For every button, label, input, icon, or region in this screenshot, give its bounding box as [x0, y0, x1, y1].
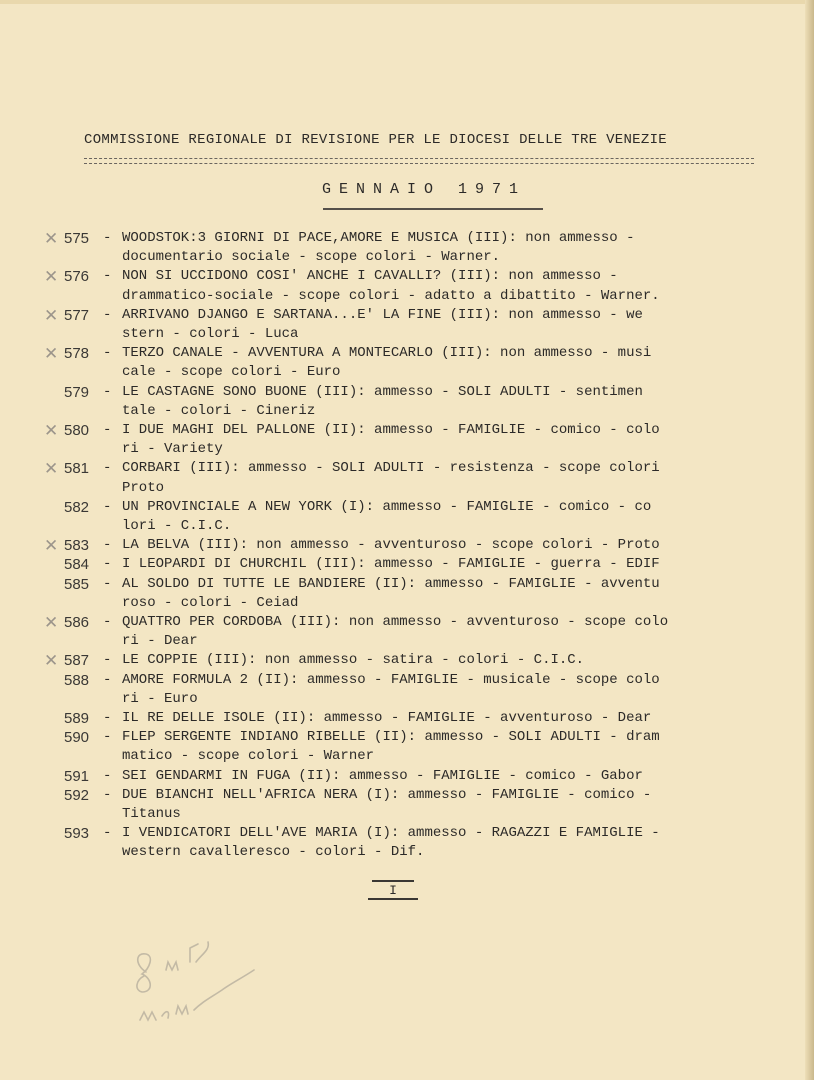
- entry-title-line: ARRIVANO DJANGO E SARTANA...E' LA FINE (III): non ammesso - we: [122, 307, 643, 323]
- entry-dash: -: [103, 825, 112, 841]
- entry-dash: -: [103, 307, 112, 323]
- pencil-x-mark-icon: ✕: [44, 421, 59, 440]
- entry-continuation-line: drammatico-sociale - scope colori - adatto a dibattito - Warner.: [122, 288, 660, 304]
- entry-dash: -: [103, 576, 112, 592]
- entry-continuation-line: roso - colori - Ceiad: [122, 595, 299, 611]
- entry-continuation-line: ri - Euro: [122, 691, 198, 707]
- entry-number: 583: [64, 537, 90, 554]
- entry-number: 587: [64, 652, 90, 669]
- paper-top-edge: [0, 0, 814, 4]
- entry-title-line: SEI GENDARMI IN FUGA (II): ammesso - FAMIGLIE - comico - Gabor: [122, 768, 643, 784]
- pencil-x-mark-icon: ✕: [44, 344, 59, 363]
- page-footer-mark: [368, 880, 418, 900]
- entry-number: 577: [64, 307, 90, 324]
- entry-title-line: IL RE DELLE ISOLE (II): ammesso - FAMIGLIE - avventuroso - Dear: [122, 710, 652, 726]
- entry-dash: -: [103, 345, 112, 361]
- paper-right-edge: [805, 0, 814, 1080]
- pencil-x-mark-icon: ✕: [44, 459, 59, 478]
- entry-number: 576: [64, 268, 90, 285]
- entry-dash: -: [103, 230, 112, 246]
- pencil-x-mark-icon: ✕: [44, 651, 59, 670]
- entry-dash: -: [103, 422, 112, 438]
- entry-number: 589: [64, 710, 90, 727]
- entry-dash: -: [103, 384, 112, 400]
- footer-page-number: I: [389, 883, 397, 898]
- entry-title-line: WOODSTOK:3 GIORNI DI PACE,AMORE E MUSICA (III): non ammesso -: [122, 230, 635, 246]
- entry-title-line: I VENDICATORI DELL'AVE MARIA (I): ammesso - RAGAZZI E FAMIGLIE -: [122, 825, 660, 841]
- pencil-x-mark-icon: ✕: [44, 306, 59, 325]
- entry-title-line: DUE BIANCHI NELL'AFRICA NERA (I): ammesso - FAMIGLIE - comico -: [122, 787, 652, 803]
- entry-continuation-line: stern - colori - Luca: [122, 326, 299, 342]
- entry-title-line: AL SOLDO DI TUTTE LE BANDIERE (II): ammesso - FAMIGLIE - avventu: [122, 576, 660, 592]
- entry-number: 582: [64, 499, 90, 516]
- entry-title-line: I LEOPARDI DI CHURCHIL (III): ammesso - FAMIGLIE - guerra - EDIF: [122, 556, 660, 572]
- entry-number: 575: [64, 230, 90, 247]
- entry-title-line: UN PROVINCIALE A NEW YORK (I): ammesso - FAMIGLIE - comico - co: [122, 499, 652, 515]
- entry-continuation-line: Titanus: [122, 806, 181, 822]
- entry-dash: -: [103, 499, 112, 515]
- entry-title-line: AMORE FORMULA 2 (II): ammesso - FAMIGLIE - musicale - scope colo: [122, 672, 660, 688]
- entry-number: 590: [64, 729, 90, 746]
- month-underline: [323, 208, 543, 210]
- entry-dash: -: [103, 460, 112, 476]
- entry-number: 581: [64, 460, 90, 477]
- entry-title-line: TERZO CANALE - AVVENTURA A MONTECARLO (III): non ammesso - musi: [122, 345, 652, 361]
- entry-dash: -: [103, 768, 112, 784]
- entry-title-line: NON SI UCCIDONO COSI' ANCHE I CAVALLI? (III): non ammesso -: [122, 268, 618, 284]
- entry-title-line: CORBARI (III): ammesso - SOLI ADULTI - resistenza - scope colori: [122, 460, 660, 476]
- entry-dash: -: [103, 652, 112, 668]
- pencil-x-mark-icon: ✕: [44, 267, 59, 286]
- entry-dash: -: [103, 672, 112, 688]
- entry-title-line: LE CASTAGNE SONO BUONE (III): ammesso - SOLI ADULTI - sentimen: [122, 384, 643, 400]
- entry-number: 585: [64, 576, 90, 593]
- document-month: GENNAIO 1971: [322, 181, 527, 198]
- entry-number: 593: [64, 825, 90, 842]
- entry-dash: -: [103, 537, 112, 553]
- entry-number: 592: [64, 787, 90, 804]
- document-header: COMMISSIONE REGIONALE DI REVISIONE PER LE DIOCESI DELLE TRE VENEZIE: [84, 132, 667, 148]
- entry-number: 579: [64, 384, 90, 401]
- entry-continuation-line: ri - Variety: [122, 441, 223, 457]
- pencil-scribble-icon: [130, 940, 270, 1050]
- entry-title-line: LE COPPIE (III): non ammesso - satira - colori - C.I.C.: [122, 652, 585, 668]
- entry-continuation-line: lori - C.I.C.: [122, 518, 232, 534]
- entry-title-line: QUATTRO PER CORDOBA (III): non ammesso - avventuroso - scope colo: [122, 614, 669, 630]
- entry-continuation-line: matico - scope colori - Warner: [122, 748, 375, 764]
- entry-dash: -: [103, 556, 112, 572]
- header-double-rule: [84, 158, 754, 164]
- entry-continuation-line: ri - Dear: [122, 633, 198, 649]
- footer-bar-top: [372, 880, 414, 882]
- entry-number: 578: [64, 345, 90, 362]
- entry-title-line: FLEP SERGENTE INDIANO RIBELLE (II): ammesso - SOLI ADULTI - dram: [122, 729, 660, 745]
- entry-continuation-line: western cavalleresco - colori - Dif.: [122, 844, 425, 860]
- entry-continuation-line: cale - scope colori - Euro: [122, 364, 341, 380]
- entry-dash: -: [103, 787, 112, 803]
- entry-number: 580: [64, 422, 90, 439]
- entry-dash: -: [103, 268, 112, 284]
- pencil-x-mark-icon: ✕: [44, 613, 59, 632]
- entry-dash: -: [103, 614, 112, 630]
- entry-continuation-line: tale - colori - Cineriz: [122, 403, 316, 419]
- entry-number: 588: [64, 672, 90, 689]
- footer-bar-bottom: [368, 898, 418, 900]
- pencil-x-mark-icon: ✕: [44, 536, 59, 555]
- entry-title-line: I DUE MAGHI DEL PALLONE (II): ammesso - FAMIGLIE - comico - colo: [122, 422, 660, 438]
- entry-number: 584: [64, 556, 90, 573]
- entry-dash: -: [103, 710, 112, 726]
- entry-number: 591: [64, 768, 90, 785]
- entry-dash: -: [103, 729, 112, 745]
- entry-title-line: LA BELVA (III): non ammesso - avventuroso - scope colori - Proto: [122, 537, 660, 553]
- pencil-x-mark-icon: ✕: [44, 229, 59, 248]
- entry-continuation-line: Proto: [122, 480, 165, 496]
- entry-number: 586: [64, 614, 90, 631]
- entry-continuation-line: documentario sociale - scope colori - Warner.: [122, 249, 501, 265]
